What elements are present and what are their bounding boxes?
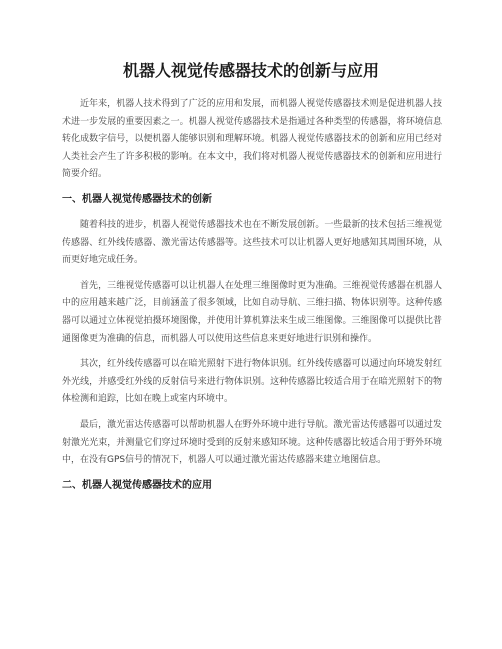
- section-1-paragraph-1: 随着科技的进步，机器人视觉传感器技术也在不断发展创新。一些最新的技术包括三维视觉传感器、红外线传感器、激光雷达传感器等。这些技术可以让机器人更好地感知其周围环境，从而更好地完成任务。: [62, 219, 442, 266]
- document-body: [62, 96, 442, 503]
- section-1-paragraph-4: 最后，激光雷达传感器可以帮助机器人在野外环境中进行导航。激光雷达传感器可以通过发射激光光束，并测量它们穿过环境时受到的反射来感知环境。这种传感器比较适合用于野外环境中，在没有GPS信号的情况下，机器人可以通过激光雷达传感器来建立地图信息。: [62, 419, 442, 466]
- section-1-paragraph-3: 其次，红外线传感器可以在暗光照射下进行物体识别。红外线传感器可以通过向环境发射红外光线，并感受红外线的反射信号来进行物体识别。这种传感器比较适合用于在暗光照射下的物体检测和追踪，比如在晚上或室内环境中。: [62, 359, 442, 405]
- section-1-heading: 一、机器人视觉传感器技术的创新: [62, 193, 212, 205]
- document-title: 机器人视觉传感器技术的创新与应用: [122, 61, 379, 80]
- intro-paragraph: 近年来，机器人技术得到了广泛的应用和发展，而机器人视觉传感器技术则是促进机器人技术进一步发展的重要因素之一。机器人视觉传感器技术是指通过各种类型的传感器，将环境信息转化成数字信号，以便机器人能够识别和理解环境。机器人视觉传感器技术的创新和应用已经对人类社会产生了许多积极的影响。在本文中，我们将对机器人视觉传感器技术的创新和应用进行简要介绍。: [62, 99, 442, 180]
- section-1-paragraph-2: 首先，三维视觉传感器可以让机器人在处理三维图像时更为准确。三维视觉传感器在机器人中的应用越来越广泛，目前涵盖了很多领域，比如自动导航、三维扫描、物体识别等。这种传感器可以通过立体视觉拍摄环境图像，并使用计算机算法来生成三维图像。三维图像可以提供比普通图像更为准确的信息，而机器人可以使用这些信息来更好地进行识别和操作。: [62, 280, 442, 344]
- section-2-heading: 二、机器人视觉传感器技术的应用: [62, 479, 212, 491]
